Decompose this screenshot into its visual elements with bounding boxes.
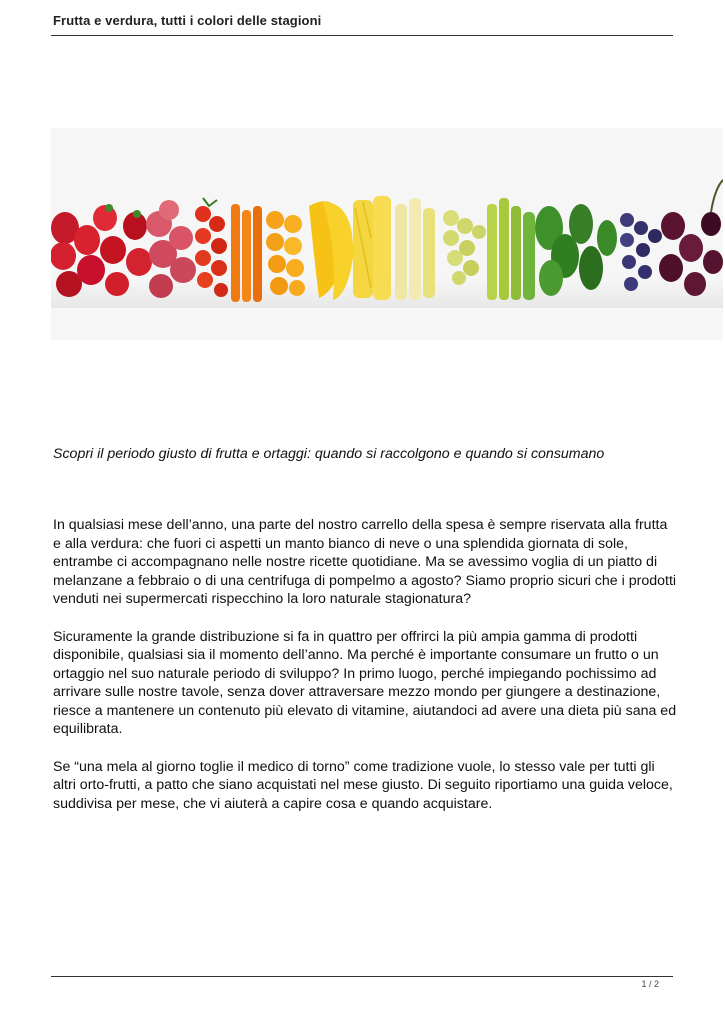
article-paragraph: In qualsiasi mese dell’anno, una parte del nostro carrello della spesa è sempre riservata alla frutta e alla verdura: che fuori ci aspetti un manto bianco di neve o una splendida giornata di sole, entrambe ci accompagnano nelle nostre ricette quotidiane. Ma se avessimo voglia di un piatto di melanzane a febbraio o di una centrifuga di pompelmo a agosto? Siamo proprio sicuri che i prodotti venduti nei supermercati rispecchino la loro naturale stagionatura?: [53, 517, 677, 607]
banana-corn-group: [395, 198, 435, 300]
article-subtitle: Scopri il periodo giusto di frutta e ortaggi: quando si raccolgono e quando si consumano: [53, 446, 605, 462]
document-header-title: Frutta e verdura, tutti i colori delle stagioni: [53, 13, 322, 28]
article-paragraph: Sicuramente la grande distribuzione si fa in quattro per offrirci la più ampia gamma di prodotti disponibile, qualsiasi sia il momento dell’anno. Ma perché è importante consumare un frutto o un ortaggio nel suo naturale periodo di sviluppo? In primo luogo, perché impiegando pochissimo ad arrivare sulle nostre tavole, senza dover attraversare mezzo mondo per giungere a destinazione, riesce a mantenere un contenuto più elevato di vitamine, aiutandoci ad avere una dieta più sana ed equilibrata.: [53, 628, 677, 737]
pineapple-group: [353, 196, 391, 300]
fruit-vegetable-illustration: [51, 128, 723, 340]
article-body: [53, 516, 677, 832]
page-number: 1 / 2: [641, 979, 659, 989]
celery-cucumber-group: [487, 198, 535, 300]
hero-image-fruit-vegetables: [51, 128, 723, 340]
article-paragraph: Se “una mela al giorno toglie il medico di torno” come tradizione vuole, lo stesso vale per tutti gli altri orto-frutti, a patto che siano acquistati nel mese giusto. Di seguito riportiamo una guida veloce, suddivisa per mese, che vi aiuterà a capire cosa e quando acquistare.: [53, 758, 673, 812]
header-divider: [51, 35, 673, 36]
footer-divider: [51, 976, 673, 977]
carrots-group: [231, 204, 262, 302]
